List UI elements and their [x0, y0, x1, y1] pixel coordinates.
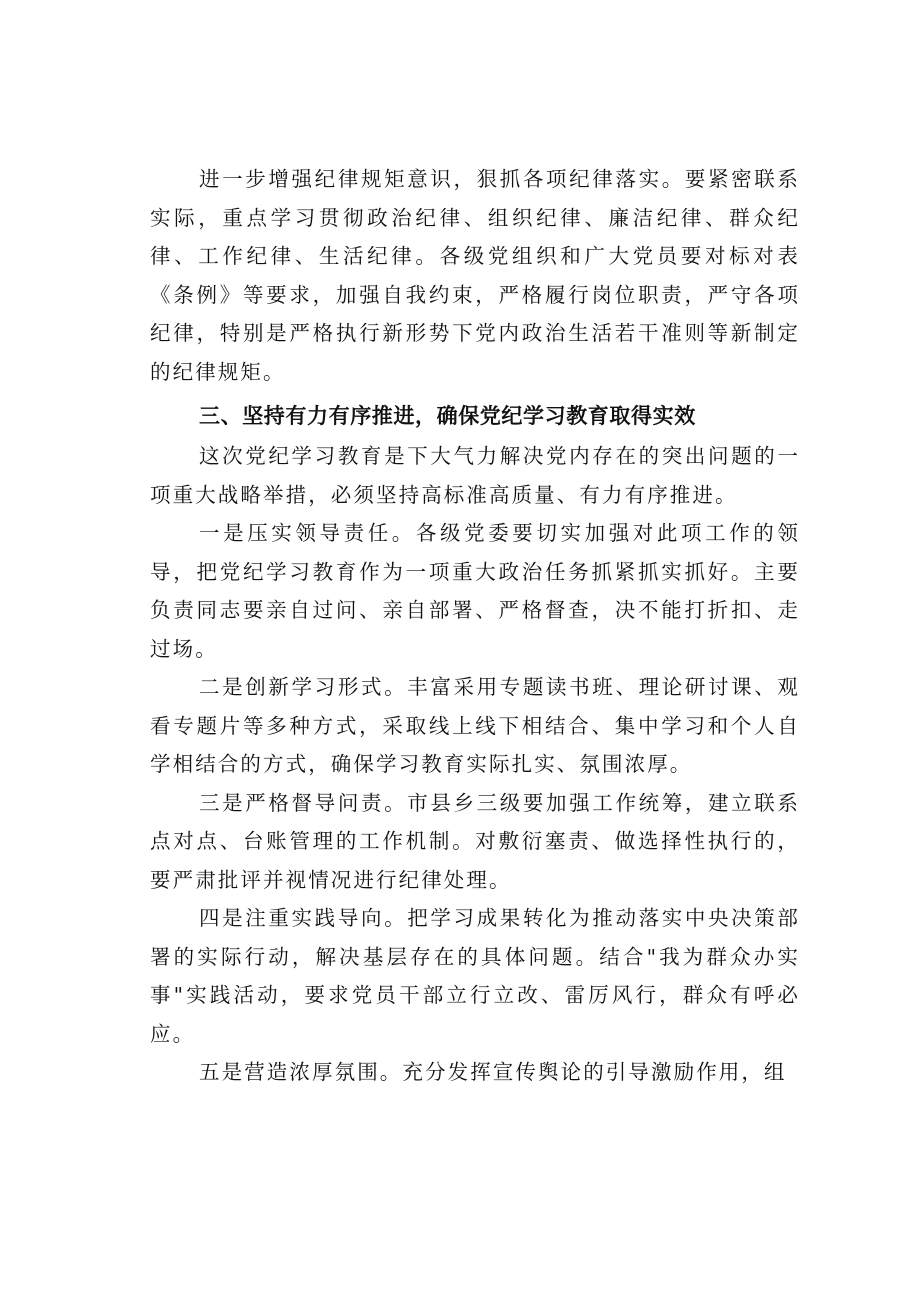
paragraph-supervision-accountability: 三是严格督导问责。市县乡三级要加强工作统筹，建立联系点对点、台账管理的工作机制。对敷衍塞责、做选择性执行的，要严肃批评并视情况进行纪律处理。	[150, 790, 800, 892]
paragraph-discipline-rules: 进一步增强纪律规矩意识，狠抓各项纪律落实。要紧密联系实际，重点学习贯彻政治纪律、组织纪律、廉洁纪律、群众纪律、工作纪律、生活纪律。各级党组织和广大党员要对标对表《条例》等要求，加强自我约束，严格履行岗位职责，严守各项纪律，特别是严格执行新形势下党内政治生活若干准则等新制定的纪律规矩。	[150, 167, 800, 384]
document-body	[150, 160, 800, 1092]
section-heading-three: 三、坚持有力有序推进，确保党纪学习教育取得实效	[199, 404, 696, 428]
paragraph-intro: 这次党纪学习教育是下大气力解决党内存在的突出问题的一项重大战略举措，必须坚持高标准高质量、有力有序推进。	[150, 444, 800, 507]
paragraph-leadership-responsibility: 一是压实领导责任。各级党委要切实加强对此项工作的领导，把党纪学习教育作为一项重大政治任务抓紧抓实抓好。主要负责同志要亲自过问、亲自部署、严格督查，决不能打折扣、走过场。	[150, 521, 800, 661]
paragraph-atmosphere: 五是营造浓厚氛围。充分发挥宣传舆论的引导激励作用，组	[199, 1060, 787, 1084]
paragraph-learning-forms: 二是创新学习形式。丰富采用专题读书班、理论研讨课、观看专题片等多种方式，采取线上线下相结合、集中学习和个人自学相结合的方式，确保学习教育实际扎实、氛围浓厚。	[150, 675, 800, 776]
paragraph-practice-orientation: 四是注重实践导向。把学习成果转化为推动落实中央决策部署的实际行动，解决基层存在的具体问题。结合"我为群众办实事"实践活动，要求党员干部立行立改、雷厉风行，群众有呼必应。	[150, 906, 800, 1046]
